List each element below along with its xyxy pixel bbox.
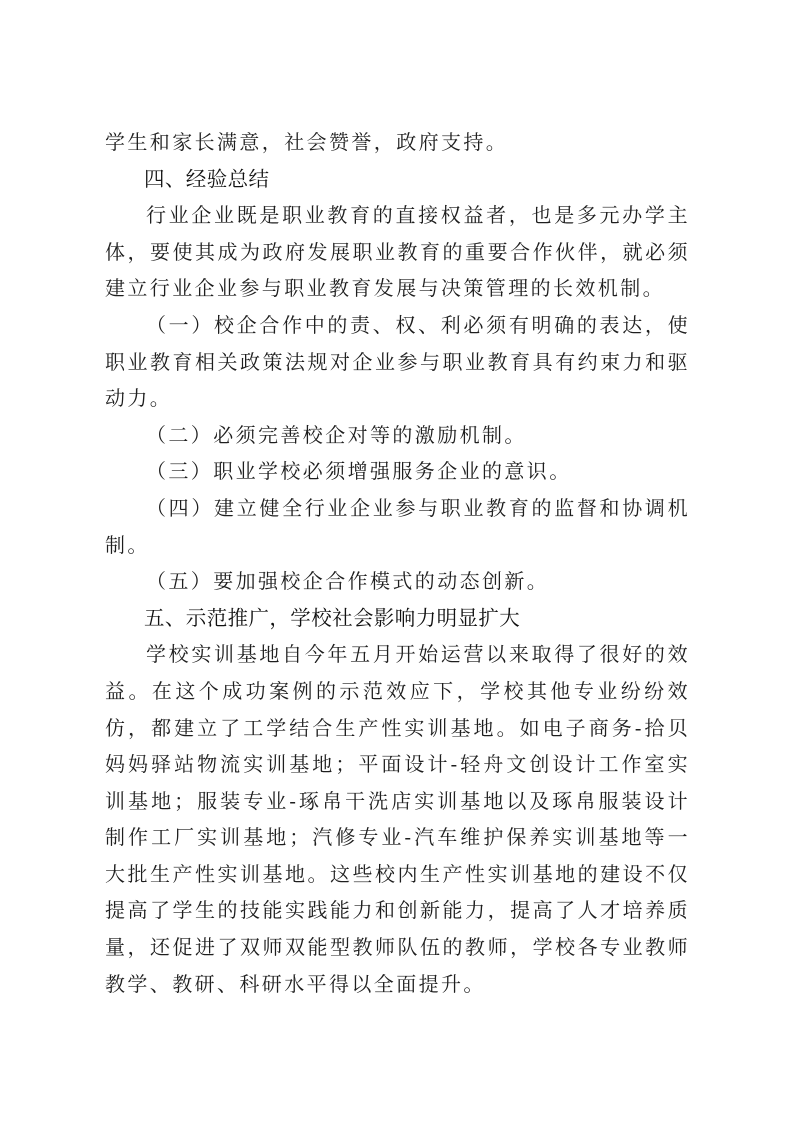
- paragraph-point-3: （三）职业学校必须增强服务企业的意识。: [146, 459, 572, 484]
- section-heading-experience-summary: 四、经验总结: [144, 166, 270, 191]
- section-heading-demonstration: 五、示范推广，学校社会影响力明显扩大: [144, 605, 521, 630]
- paragraph-point-5: （五）要加强校企合作模式的动态创新。: [146, 569, 550, 594]
- paragraph-point-1: （一）校企合作中的责、权、利必须有明确的表达，使职业教育相关政策法规对企业参与职业教育具有约束力和驱动力。: [105, 312, 690, 411]
- paragraph-point-4: （四）建立健全行业企业参与职业教育的监督和协调机制。: [105, 495, 690, 557]
- paragraph-point-2: （二）必须完善校企对等的激励机制。: [146, 422, 527, 447]
- paragraph-intro-continuation: 学生和家长满意，社会赞誉，政府支持。: [105, 130, 509, 154]
- paragraph-summary-intro: 行业企业既是职业教育的直接权益者，也是多元办学主体，要使其成为政府发展职业教育的重要合作伙伴，就必须建立行业企业参与职业教育发展与决策管理的长效机制。: [105, 203, 690, 301]
- paragraph-demonstration-body: 学校实训基地自今年五月开始运营以来取得了很好的效益。在这个成功案例的示范效应下，学校其他专业纷纷效仿，都建立了工学结合生产性实训基地。如电子商务-拾贝妈妈驿站物流实训基地；平面设计-轻舟文创设计工作室实训基地；服装专业-琢帛干洗店实训基地以及琢帛服装设计制作工厂实训基地；汽修专业-汽车维护保养实训基地等一大批生产性实训基地。这些校内生产性实训基地的建设不仅提高了学生的技能实践能力和创新能力，提高了人才培养质量，还促进了双师双能型教师队伍的教师，学校各专业教师教学、教研、科研水平得以全面提升。: [105, 642, 690, 996]
- document-body: [105, 124, 690, 1002]
